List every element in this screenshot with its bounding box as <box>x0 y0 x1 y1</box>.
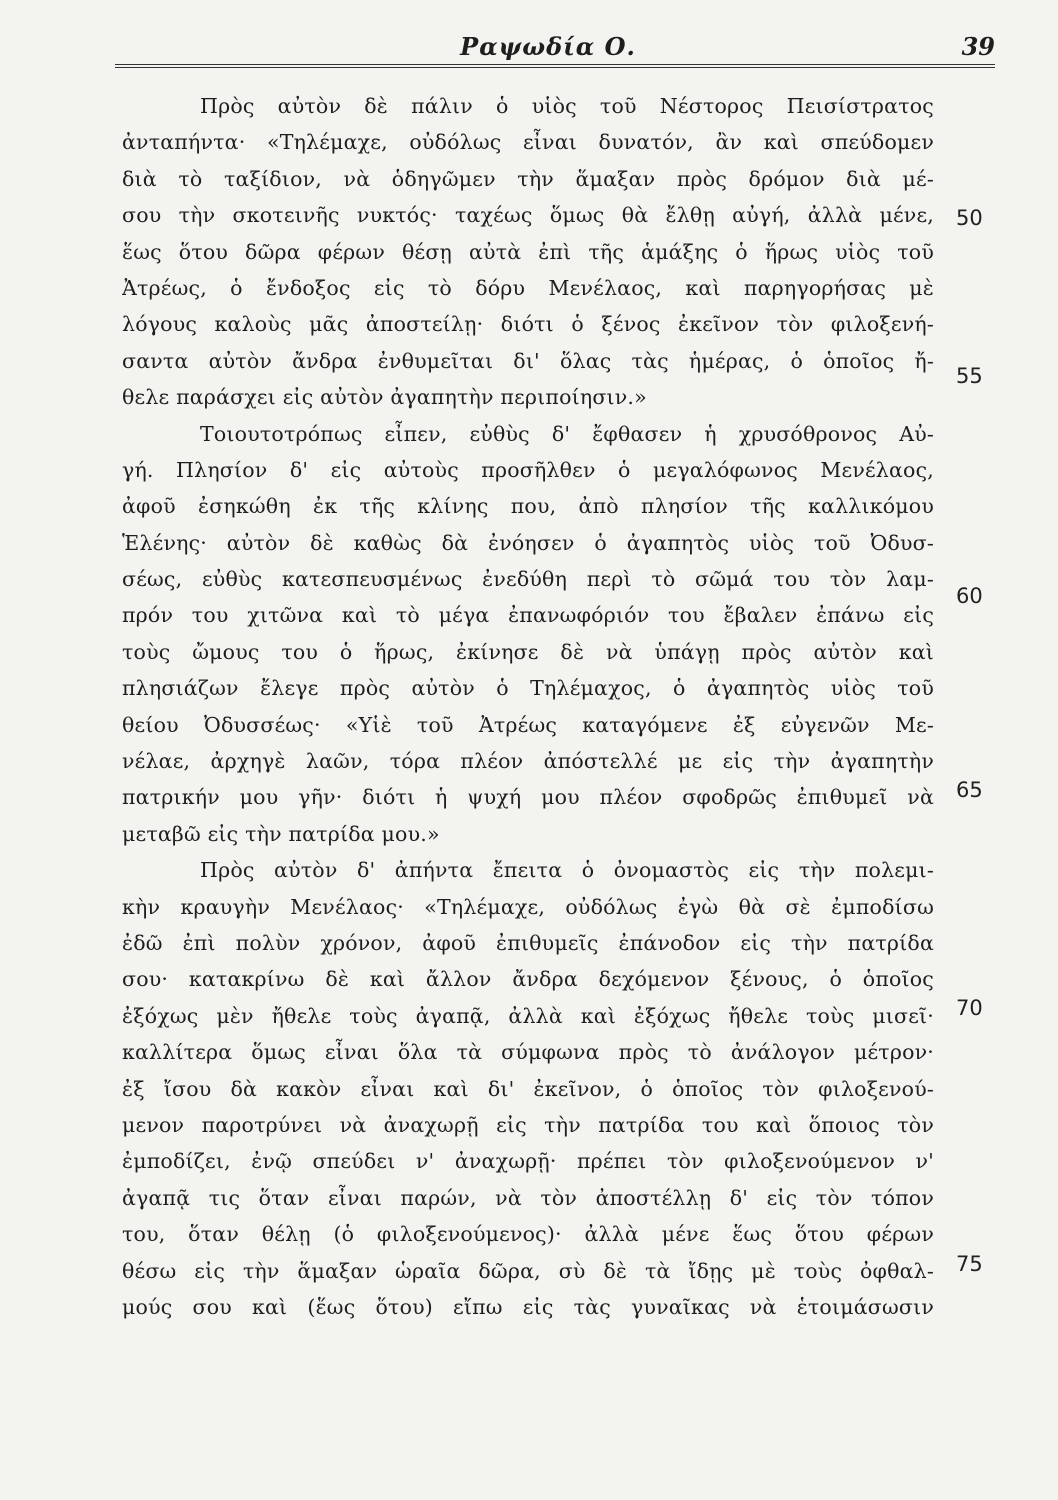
line-number: 75 <box>956 1252 983 1276</box>
text-line: θείου Ὀδυσσέως· «Υἱὲ τοῦ Ἀτρέως καταγόμενε ἐξ εὐγενῶν Με- <box>122 712 934 737</box>
header-rule <box>115 64 995 68</box>
text-line: νέλαε, ἀρχηγὲ λαῶν, τόρα πλέον ἀπόστελλέ με εἰς τὴν ἀγαπητὴν <box>122 749 934 774</box>
text-line: μεταβῶ εἰς τὴν πατρίδα μου.» <box>122 821 440 846</box>
text-line: ἕως ὅτου δῶρα φέρων θέσῃ αὐτὰ ἐπὶ τῆς ἁμάξης ὁ ἥρως υἱὸς τοῦ <box>122 239 934 264</box>
text-line: καλλίτερα ὅμως εἶναι ὅλα τὰ σύμφωνα πρὸς τὸ ἀνάλογον μέτρον· <box>122 1040 934 1065</box>
line-number: 60 <box>956 584 983 608</box>
text-line: Ἀτρέως, ὁ ἔνδοξος εἰς τὸ δόρυ Μενέλαος, καὶ παρηγορήσας μὲ <box>122 275 934 300</box>
text-line: ἀφοῦ ἐσηκώθη ἐκ τῆς κλίνης που, ἀπὸ πλησίον τῆς καλλικόμου <box>122 494 934 519</box>
text-line: ἐμποδίζει, ἐνῷ σπεύδει ν' ἀναχωρῇ· πρέπει τὸν φιλοξενούμενον ν' <box>122 1149 934 1174</box>
text-line: θελε παράσχει εἰς αὐτὸν ἀγαπητὴν περιποίησιν.» <box>122 385 647 410</box>
body-text <box>122 88 934 1325</box>
text-line: γή. Πλησίον δ' εἰς αὐτοὺς προσῆλθεν ὁ μεγαλόφωνος Μενέλαος, <box>122 457 934 482</box>
text-line: διὰ τὸ ταξίδιον, νὰ ὁδηγῶμεν τὴν ἅμαξαν πρὸς δρόμον διὰ μέ- <box>122 166 934 191</box>
line-number: 55 <box>956 364 983 388</box>
text-line: σέως, εὐθὺς κατεσπευσμένως ἐνεδύθη περὶ τὸ σῶμά του τὸν λαμ- <box>122 567 934 592</box>
text-line: Τοιουτοτρόπως εἶπεν, εὐθὺς δ' ἔφθασεν ἡ χρυσόθρονος Αὐ- <box>200 421 934 446</box>
text-line: πλησιάζων ἔλεγε πρὸς αὐτὸν ὁ Τηλέμαχος, ὁ ἀγαπητὸς υἱὸς τοῦ <box>122 676 934 701</box>
text-line: ἐξόχως μὲν ἤθελε τοὺς ἀγαπᾷ, ἀλλὰ καὶ ἐξόχως ἤθελε τοὺς μισεῖ· <box>122 1003 934 1028</box>
text-line: μενον παροτρύνει νὰ ἀναχωρῇ εἰς τὴν πατρίδα του καὶ ὅποιος τὸν <box>122 1112 934 1137</box>
text-line: Ἑλένης· αὐτὸν δὲ καθὼς δὰ ἐνόησεν ὁ ἀγαπητὸς υἱὸς τοῦ Ὀδυσ- <box>122 530 934 555</box>
text-line: σου· κατακρίνω δὲ καὶ ἄλλον ἄνδρα δεχόμενον ξένους, ὁ ὁποῖος <box>122 967 934 992</box>
text-line: κὴν κραυγὴν Μενέλαος· «Τηλέμαχε, οὐδόλως ἐγὼ θὰ σὲ ἐμποδίσω <box>122 894 934 919</box>
text-line: πρόν του χιτῶνα καὶ τὸ μέγα ἐπανωφόριόν του ἔβαλεν ἐπάνω εἰς <box>122 603 934 628</box>
text-line: λόγους καλοὺς μᾶς ἀποστείλῃ· διότι ὁ ξένος ἐκεῖνον τὸν φιλοξενή- <box>122 312 934 337</box>
line-number: 50 <box>956 206 983 230</box>
text-line: του, ὅταν θέλῃ (ὁ φιλοξενούμενος)· ἀλλὰ μένε ἕως ὅτου φέρων <box>122 1222 934 1247</box>
text-line: σαντα αὐτὸν ἄνδρα ἐνθυμεῖται δι' ὅλας τὰς ἡμέρας, ὁ ὁποῖος ἤ- <box>122 348 934 373</box>
text-line: μούς σου καὶ (ἕως ὅτου) εἴπω εἰς τὰς γυναῖκας νὰ ἑτοιμάσωσιν <box>122 1294 934 1319</box>
text-line: θέσω εἰς τὴν ἅμαξαν ὡραῖα δῶρα, σὺ δὲ τὰ ἴδῃς μὲ τοὺς ὀφθαλ- <box>122 1258 934 1283</box>
text-line: πατρικήν μου γῆν· διότι ἡ ψυχή μου πλέον σφοδρῶς ἐπιθυμεῖ νὰ <box>122 785 934 810</box>
text-line: ἐδῶ ἐπὶ πολὺν χρόνον, ἀφοῦ ἐπιθυμεῖς ἐπάνοδον εἰς τὴν πατρίδα <box>122 930 934 955</box>
line-number: 65 <box>956 778 983 802</box>
line-number: 70 <box>956 996 983 1020</box>
running-header <box>115 28 995 68</box>
text-line: ἐξ ἴσου δὰ κακὸν εἶναι καὶ δι' ἐκεῖνον, ὁ ὁποῖος τὸν φιλοξενού- <box>122 1076 934 1101</box>
text-line: τοὺς ὤμους του ὁ ἥρως, ἐκίνησε δὲ νὰ ὑπάγῃ πρὸς αὐτὸν καὶ <box>122 639 934 664</box>
text-line: σου τὴν σκοτεινῆς νυκτός· ταχέως ὅμως θὰ ἔλθῃ αὐγή, ἀλλὰ μένε, <box>122 203 934 228</box>
book-title: Ραψωδία Ο. <box>460 32 636 61</box>
text-line: ἀγαπᾷ τις ὅταν εἶναι παρών, νὰ τὸν ἀποστέλλῃ δ' εἰς τὸν τόπον <box>122 1185 934 1210</box>
text-line: ἀνταπήντα· «Τηλέμαχε, οὐδόλως εἶναι δυνατόν, ἂν καὶ σπεύδομεν <box>122 130 934 155</box>
text-line: Πρὸς αὐτὸν δ' ἀπήντα ἔπειτα ὁ ὀνομαστὸς εἰς τὴν πολεμι- <box>200 858 934 883</box>
page-number: 39 <box>961 32 995 61</box>
text-line: Πρὸς αὐτὸν δὲ πάλιν ὁ υἱὸς τοῦ Νέστορος Πεισίστρατος <box>200 94 934 118</box>
